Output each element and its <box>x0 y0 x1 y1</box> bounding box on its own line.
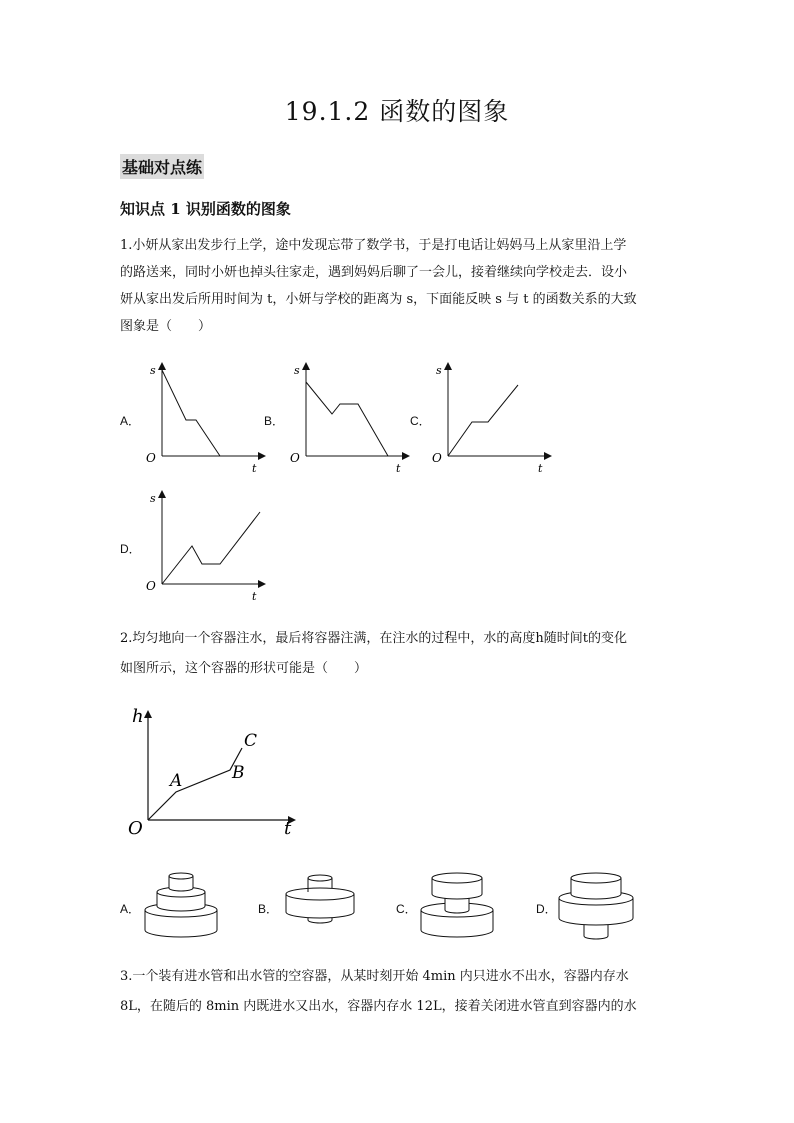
container-c-icon <box>418 866 496 942</box>
question-3-line: 8L，在随后的 8min 内既进水又出水，容器内存水 12L，接着关闭进水管直到容器内的水 <box>120 999 637 1014</box>
axis-x-label: t <box>252 590 257 603</box>
axis-t-label: t <box>284 818 292 839</box>
option-c-label: C． <box>410 414 431 428</box>
section-heading: 基础对点练 <box>120 154 204 179</box>
question-1-line: 图象是（ ） <box>120 319 212 334</box>
q1-option-c-graph <box>426 358 556 478</box>
q1-option-b-graph <box>284 358 414 478</box>
container-b-icon <box>282 870 358 940</box>
option-a-label: A． <box>120 414 141 428</box>
question-1-line: 1.小妍从家出发步行上学，途中发现忘带了数学书，于是打电话让妈妈马上从家里沿上学 <box>120 238 627 253</box>
question-1-line: 妍从家出发后所用时间为 t，小妍与学校的距离为 s，下面能反映 s 与 t 的函数关系的大致 <box>120 292 637 307</box>
question-2-line: 2.均匀地向一个容器注水，最后将容器注满，在注水的过程中，水的高度h随时间t的变化 <box>120 631 628 646</box>
q1-option-a-graph <box>140 358 270 478</box>
option-c-label: C． <box>396 902 417 916</box>
question-1-line: 的路送来，同时小妍也掉头往家走，遇到妈妈后聊了一会儿，接着继续向学校走去．设小 <box>120 265 628 280</box>
point-c-label: C <box>244 731 258 751</box>
option-b-label: B． <box>264 414 285 428</box>
axis-h-label: h <box>132 706 144 727</box>
axis-y-label: s <box>294 364 300 377</box>
page-title: 19.1.2 函数的图象 <box>284 97 510 126</box>
question-3-line: 3.一个装有进水管和出水管的空容器，从某时刻开始 4min 内只进水不出水，容器内存水 <box>120 969 629 984</box>
axis-y-label: s <box>150 492 156 505</box>
origin-label: O <box>290 451 300 465</box>
container-d-icon <box>556 866 636 944</box>
option-b-label: B． <box>258 902 279 916</box>
origin-label: O <box>128 818 143 839</box>
question-2-text <box>120 624 670 684</box>
q1-option-d-graph <box>140 486 270 606</box>
question-2-line: 如图所示，这个容器的形状可能是（ ） <box>120 661 368 676</box>
question-3-text <box>120 962 670 1022</box>
subsection-heading: 知识点 1 识别函数的图象 <box>120 200 291 218</box>
origin-label: O <box>146 579 156 593</box>
option-a-label: A． <box>120 902 141 916</box>
axis-y-label: s <box>150 364 156 377</box>
axis-x-label: t <box>252 462 257 475</box>
origin-label: O <box>432 451 442 465</box>
option-d-label: D． <box>120 542 141 556</box>
point-b-label: B <box>232 763 245 783</box>
axis-x-label: t <box>396 462 401 475</box>
option-d-label: D． <box>536 902 557 916</box>
point-a-label: A <box>170 771 183 791</box>
axis-y-label: s <box>436 364 442 377</box>
axis-x-label: t <box>538 462 543 475</box>
q2-water-height-graph <box>126 700 306 840</box>
container-a-icon <box>142 866 220 946</box>
origin-label: O <box>146 451 156 465</box>
question-1-text <box>120 232 670 340</box>
